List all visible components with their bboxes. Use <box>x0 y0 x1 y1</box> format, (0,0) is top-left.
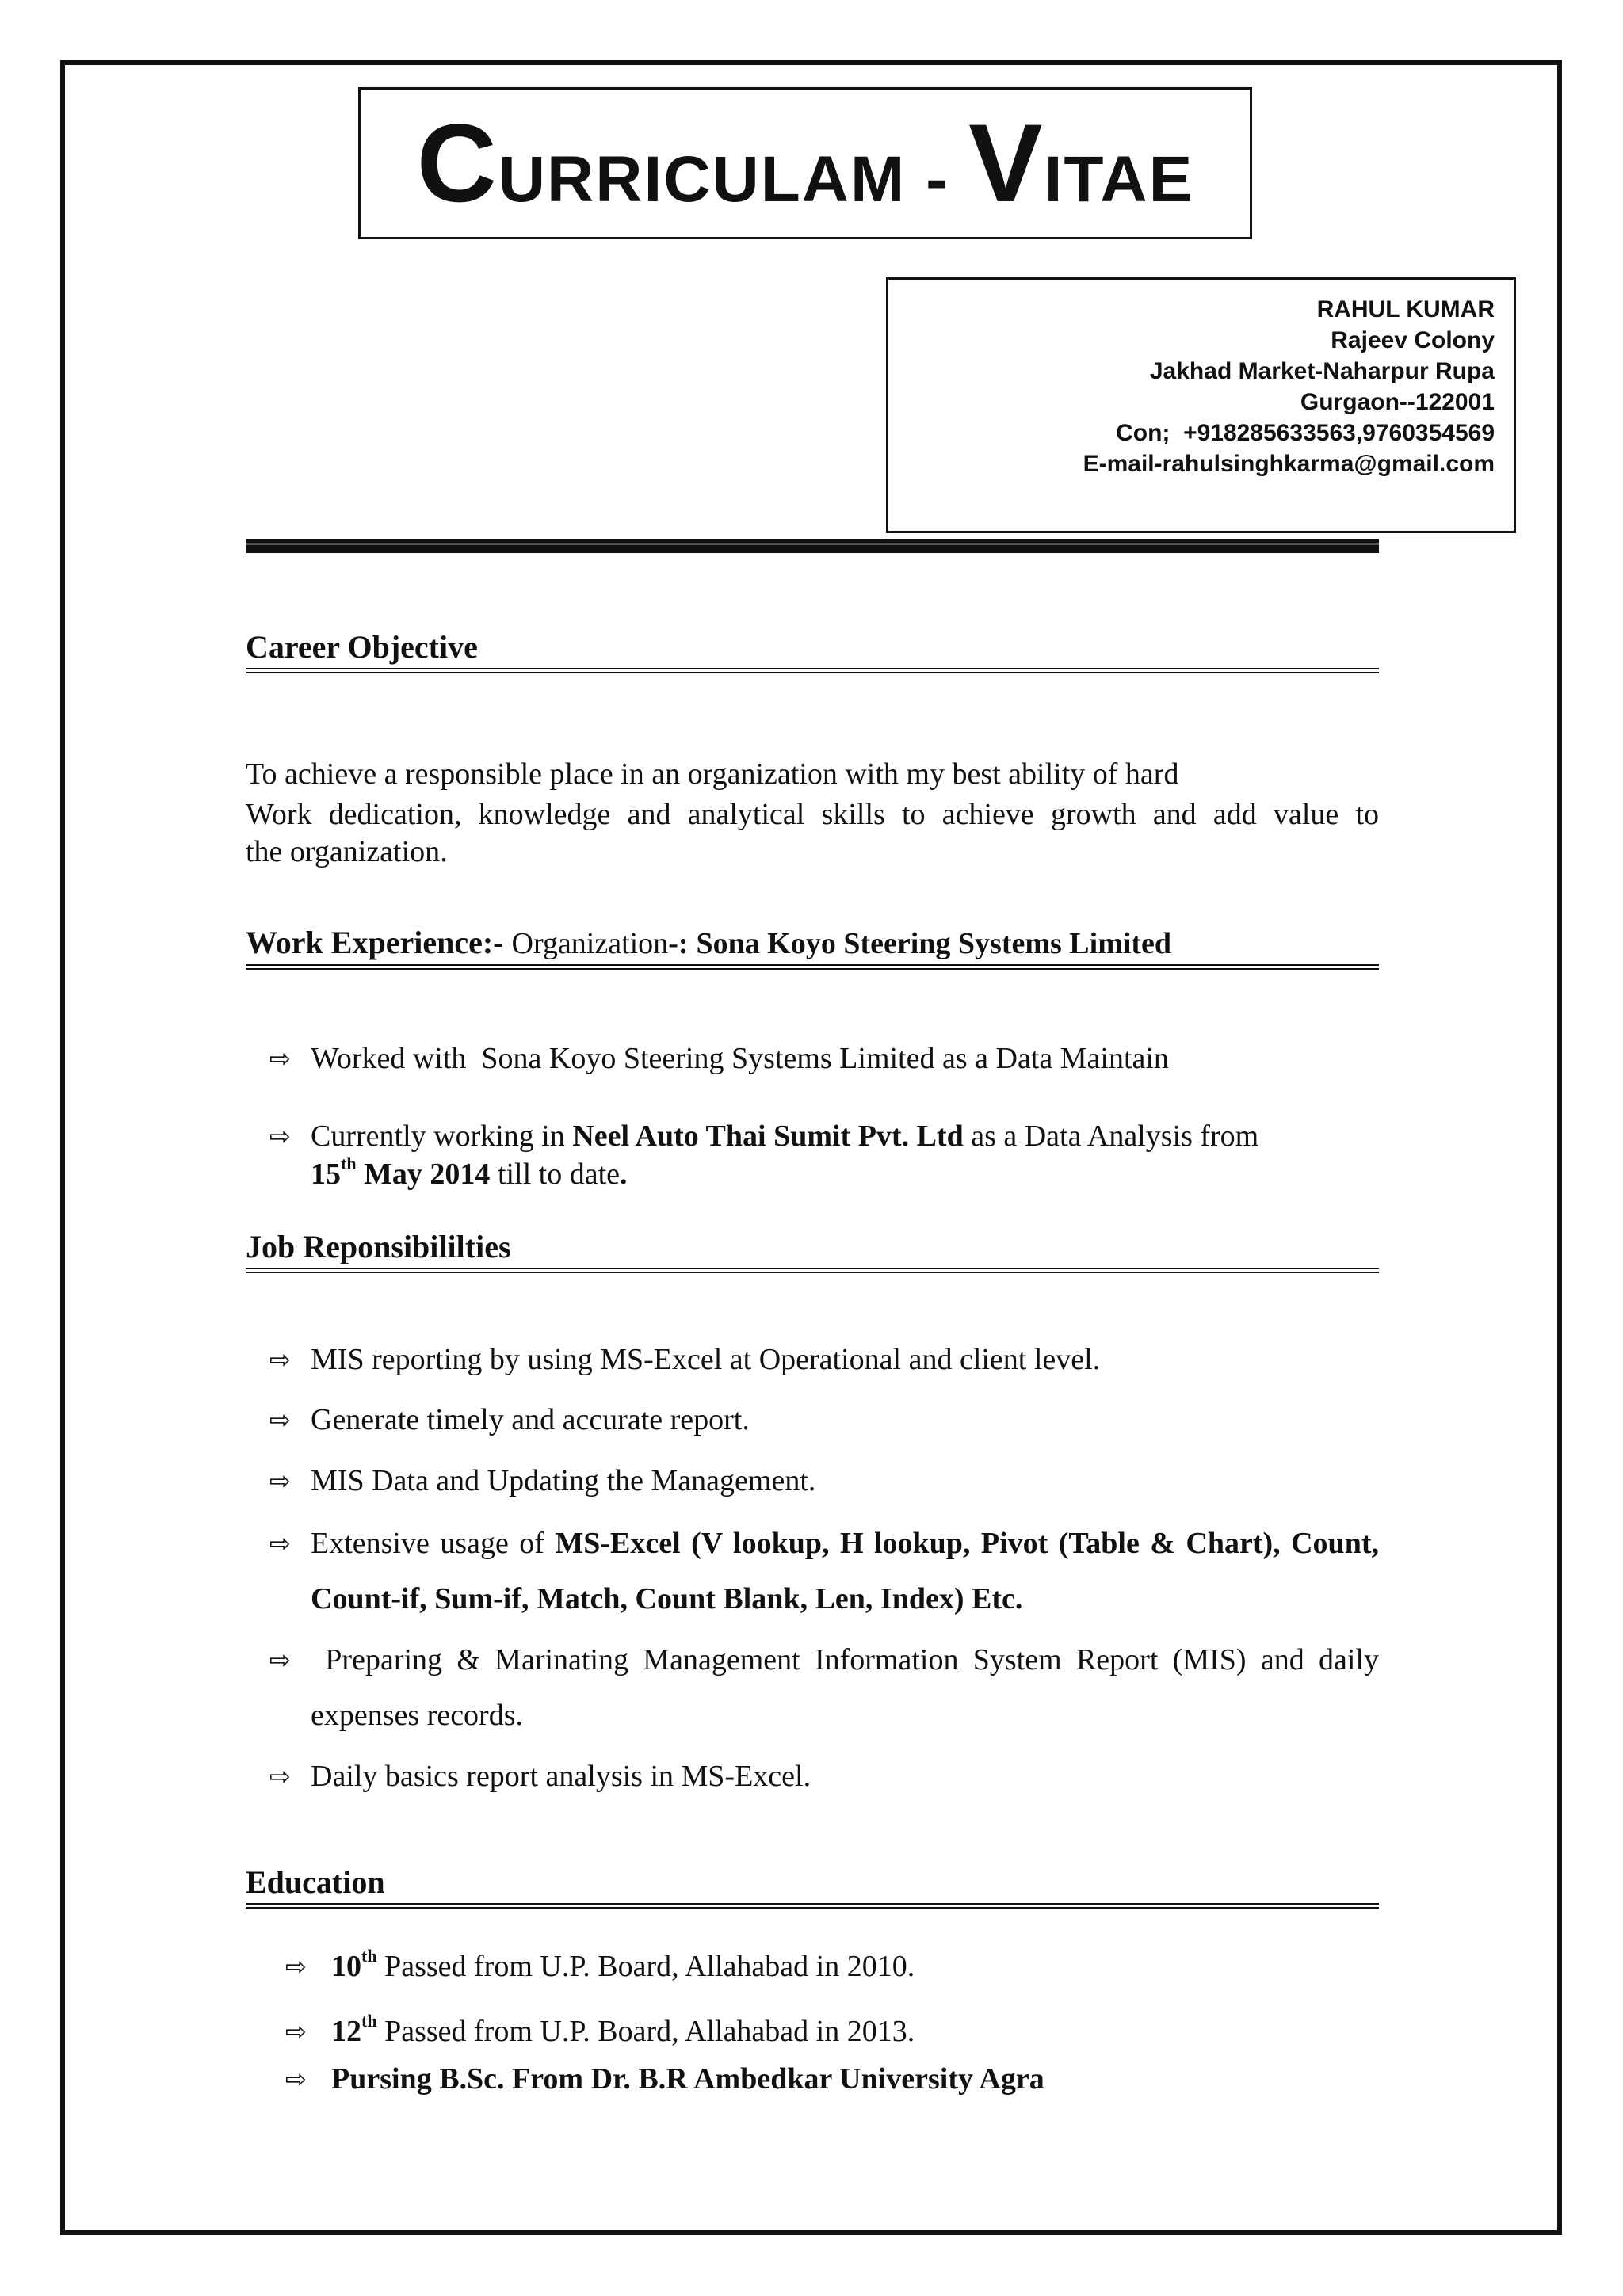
contact-name: RAHUL KUMAR <box>1316 296 1495 322</box>
responsibility-item <box>269 1401 1379 1439</box>
class-12-details: Passed from U.P. Board, Allahabad in 2013. <box>376 2015 915 2048</box>
responsibility-item <box>269 1341 1379 1379</box>
current-company: Neel Auto Thai Sumit Pvt. Ltd <box>572 1119 964 1153</box>
class-10: 10 <box>331 1950 361 1983</box>
career-objective-line3: the organization. <box>246 835 448 868</box>
title-initial-c: C <box>416 101 498 225</box>
right-arrow-icon: ⇨ <box>269 1405 291 1435</box>
work-experience-title: Work Experience:- <box>246 925 504 960</box>
right-arrow-icon: ⇨ <box>269 1043 291 1074</box>
right-arrow-icon: ⇨ <box>269 1344 291 1375</box>
contact-city: Gurgaon--122001 <box>1300 389 1495 415</box>
career-objective-text <box>246 754 1379 871</box>
right-arrow-icon: ⇨ <box>285 2016 307 2046</box>
contact-address-line2: Jakhad Market-Naharpur Rupa <box>1149 358 1495 384</box>
current-job-role: as a Data Analysis from <box>963 1119 1259 1153</box>
education-item-text <box>331 1947 1379 1985</box>
education-item <box>285 2012 1379 2050</box>
till-date: till to date <box>490 1158 621 1191</box>
right-arrow-icon: ⇨ <box>269 1761 291 1791</box>
responsibilities-title: Job Reponsibililties <box>246 1229 511 1264</box>
responsibility-item <box>269 1462 1379 1500</box>
education-item-text: Pursing B.Sc. From Dr. B.R Ambedkar University Agra <box>331 2062 1044 2096</box>
start-month-year: May 2014 <box>356 1158 491 1191</box>
career-objective-line2: Work dedication, knowledge and analytical skills to achieve growth and add value to <box>246 798 1379 831</box>
class-10-suffix: th <box>361 1946 377 1966</box>
right-arrow-icon: ⇨ <box>269 1121 291 1151</box>
education-title: Education <box>246 1864 385 1900</box>
organization-separator: -: <box>668 927 689 960</box>
experience-item-text: Worked with Sona Koyo Steering Systems Limited as a Data Maintain <box>311 1042 1169 1075</box>
career-objective-line1: To achieve a responsible place in an organization with my best ability of hard <box>246 757 1179 791</box>
start-day: 15 <box>311 1158 341 1191</box>
responsibility-text: Generate timely and accurate report. <box>311 1403 750 1436</box>
document-title <box>416 101 1194 225</box>
header-divider <box>246 539 1379 553</box>
title-dash: - <box>906 143 969 215</box>
experience-item-text <box>311 1117 1379 1193</box>
responsibility-item <box>269 1632 1387 1743</box>
education-item <box>285 1947 1379 1985</box>
experience-item <box>269 1117 1379 1193</box>
class-12-suffix: th <box>361 2011 377 2031</box>
right-arrow-icon: ⇨ <box>285 1951 307 1981</box>
responsibilities-heading <box>246 1228 1379 1273</box>
education-item-text <box>331 2012 1379 2050</box>
title-box <box>358 87 1252 239</box>
contact-address-line1: Rajeev Colony <box>1331 327 1495 353</box>
end-period: . <box>620 1158 628 1191</box>
education-item <box>285 2060 1379 2098</box>
organization-name: Sona Koyo Steering Systems Limited <box>696 927 1172 960</box>
class-12: 12 <box>331 2015 361 2048</box>
organization-label: Organization <box>511 927 669 960</box>
class-10-details: Passed from U.P. Board, Allahabad in 2010. <box>376 1950 915 1983</box>
contact-box <box>886 277 1516 533</box>
right-arrow-icon: ⇨ <box>269 1528 291 1558</box>
excel-usage-prefix: Extensive usage of <box>311 1527 556 1560</box>
responsibility-text: Daily basics report analysis in MS-Excel. <box>311 1760 812 1793</box>
right-arrow-icon: ⇨ <box>269 1645 291 1675</box>
responsibility-item <box>269 1757 1379 1795</box>
title-vitae: ITAE <box>1044 143 1194 215</box>
excel-functions: MS-Excel (V lookup, H lookup, Pivot (Table & Chart), Count, Count-if, Sum-if, Match, Count Blank, Len, Index) Etc. <box>311 1527 1379 1615</box>
current-job-prefix: Currently working in <box>311 1119 573 1153</box>
start-day-suffix: th <box>341 1154 357 1174</box>
work-experience-heading <box>246 924 1379 970</box>
career-objective-heading <box>246 628 1379 673</box>
responsibility-text: MIS reporting by using MS-Excel at Operational and client level. <box>311 1343 1101 1376</box>
experience-item <box>269 1039 1379 1077</box>
responsibility-text: Preparing & Marinating Management Information System Report (MIS) and daily expenses records. <box>311 1643 1387 1732</box>
contact-email: E-mail-rahulsinghkarma@gmail.com <box>1083 451 1495 477</box>
education-heading <box>246 1863 1379 1909</box>
responsibility-item <box>269 1516 1379 1627</box>
responsibility-text <box>311 1516 1379 1627</box>
title-initial-v: V <box>968 101 1044 225</box>
contact-phone: Con; +918285633563,9760354569 <box>1116 420 1495 446</box>
career-objective-title: Career Objective <box>246 629 478 665</box>
right-arrow-icon: ⇨ <box>285 2064 307 2094</box>
right-arrow-icon: ⇨ <box>269 1466 291 1496</box>
title-curriculam: URRICULAM <box>498 143 907 215</box>
responsibility-text: MIS Data and Updating the Management. <box>311 1464 816 1497</box>
